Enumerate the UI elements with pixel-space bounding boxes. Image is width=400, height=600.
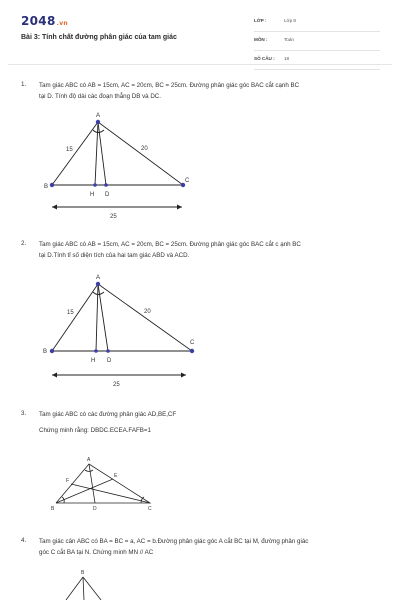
vertex-label-b: B — [81, 570, 85, 576]
side-label-bc: 25 — [110, 214, 117, 220]
vertex-label-b: B — [44, 184, 49, 190]
problem-number: 2. — [21, 240, 27, 247]
meta-key: LỚP : — [254, 18, 267, 23]
side-label-ab: 15 — [66, 147, 73, 153]
problem-number: 3. — [21, 410, 27, 417]
side-label-ac: 20 — [144, 309, 151, 315]
vertex-label-a: A — [96, 275, 101, 281]
point-label-h: H — [91, 358, 96, 364]
problem-text-line: Chứng minh rằng: DBDC.ECEA.FAFB=1 — [39, 426, 151, 434]
side-label-ac: 20 — [141, 146, 148, 152]
point-label-d: D — [105, 192, 110, 198]
page-header — [0, 0, 400, 68]
problem-text-line: tại D.Tính tỉ số diện tích của hai tam giác ABD và ACD. — [39, 251, 190, 259]
problem-text-line: góc C cắt BA tại N. Chứng minh MN // AC — [39, 548, 154, 556]
vertex-label-c: C — [148, 506, 152, 512]
point-label-d: D — [93, 506, 97, 512]
problem-text — [39, 240, 381, 261]
site-logo[interactable]: 2048.vn — [21, 14, 68, 28]
meta-key: SỐ CÂU : — [254, 56, 275, 61]
problem-number: 1. — [21, 81, 27, 88]
point-label-f: F — [66, 478, 70, 484]
triangle-figure-2 — [0, 270, 400, 390]
vertex-label-c: C — [190, 340, 195, 346]
problem-text — [39, 81, 381, 102]
point-label-e: E — [114, 473, 118, 479]
side-label-bc: 25 — [113, 382, 120, 388]
meta-row-question-count — [254, 54, 380, 70]
vertex-label-c: C — [185, 178, 190, 184]
problem-text-line: Tam giác ABC có AB = 15cm, AC = 20cm, BC = 25cm. Đường phân giác góc BAC cắt c ạnh BC — [39, 241, 301, 248]
side-label-ab: 15 — [67, 310, 74, 316]
problem-text — [39, 537, 381, 558]
meta-value: Lớp 8 — [284, 18, 296, 23]
vertex-label-b: B — [43, 349, 48, 355]
meta-row-class — [254, 16, 380, 32]
vertex-label-a: A — [87, 457, 91, 463]
problem-text-line: Tam giác ABC có các đường phân giác AD,BE,CF — [39, 411, 177, 418]
vertex-label-b: B — [51, 506, 55, 512]
problem-text-line: tại D. Tính độ dài các đoạn thẳng DB và DC. — [39, 92, 161, 100]
point-label-d: D — [107, 358, 112, 364]
triangle-figure-1 — [0, 105, 400, 225]
vertex-label-a: A — [96, 113, 101, 119]
meta-value: 18 — [284, 56, 290, 61]
meta-key: MÔN : — [254, 37, 268, 42]
triangle-figure-4 — [0, 565, 400, 600]
header-divider — [8, 64, 392, 65]
problem-text-line: Tam giác ABC có AB = 15cm, AC = 20cm, BC = 25cm. Đường phân giác góc BAC cắt cạnh BC — [39, 82, 300, 89]
page-title: Bài 3: Tính chất đường phân giác của tam giác — [21, 34, 177, 41]
problem-number: 4. — [21, 537, 27, 544]
point-label-h: H — [90, 192, 95, 198]
triangle-figure-3 — [0, 450, 400, 520]
problem-text — [39, 410, 381, 436]
meta-value: Toán — [284, 37, 294, 42]
problem-text-line: Tam giác cân ABC có BA = BC = a, AC = b.Đường phân giác góc A cắt BC tại M, đường phân giác — [39, 538, 309, 545]
meta-row-subject — [254, 35, 380, 51]
